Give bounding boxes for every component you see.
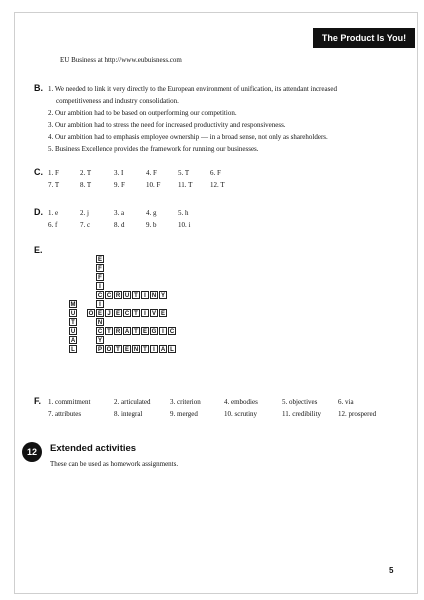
section-c-answer: 1. F [48,169,59,177]
section-f-answer: 10. scrutiny [224,410,258,418]
section-b-item-3: 3. Our ambition had to stress the need for increased productivity and responsiveness. [48,121,286,129]
section-d-answer: 10. i [178,221,191,229]
section-c-answer: 8. T [80,181,92,189]
crossword-cell: R [115,329,121,335]
section-f-answer: 4. embodies [224,398,258,406]
section-d-label: D. [34,207,43,217]
crossword-cell: Y [97,338,102,344]
crossword-cell: R [115,293,121,299]
section-b-item-1: 1. We needed to link it very directly to the European environment of unification, its attendant increased [48,85,337,93]
section-c-label: C. [34,167,43,177]
section-f-answer: 3. criterion [170,398,201,406]
section-c-answer: 7. T [48,181,60,189]
section-f-answer: 5. objectives [282,398,318,406]
crossword-cell: E [124,347,129,353]
crossword-cell: J [105,309,113,317]
source-line: EU Business at http://www.eubuisness.com [60,56,182,64]
crossword-cell: T [132,309,140,317]
section-d-answer: 9. b [146,221,157,229]
section-c-answer: 11. T [178,181,193,189]
extended-activities-heading: Extended activities [50,443,137,454]
crossword-cell: C [106,293,112,299]
section-f-answer: 9. merged [170,410,198,418]
section-number-badge: 12 [22,442,42,462]
section-b-item-2: 2. Our ambition had to be based on outperforming our competition. [48,109,237,117]
crossword-cell: M [70,302,76,308]
crossword-cell: I [150,345,158,353]
crossword-cell: U [70,329,76,335]
section-c-answer: 10. F [146,181,161,189]
section-c-answer: 2. T [80,169,92,177]
crossword-cell: E [115,311,120,317]
crossword-cell: L [69,345,77,353]
crossword-cell: I [159,327,167,335]
crossword-cell: F [96,273,104,281]
section-f-answer: 6. via [338,398,354,406]
section-f-label: F. [34,396,42,406]
section-d-answer: 8. d [114,221,125,229]
section-b-label: B. [34,83,43,93]
crossword-cell: I [141,309,149,317]
crossword-cell: T [69,318,77,326]
section-c-answer: 4. F [146,169,157,177]
section-d-answer: 7. c [80,221,91,229]
section-f-answer: 2. articulated [114,398,151,406]
crossword-cell: T [132,327,140,335]
section-f-answer: 11. credibility [282,410,322,418]
crossword-cell: T [105,327,113,335]
section-e-label: E. [34,245,43,255]
section-d-answer: 2. j [80,209,89,217]
section-c-answer: 3. I [114,169,124,177]
crossword-cell: A [160,347,166,353]
section-b-item-1-cont: competitiveness and industry consolidation. [56,97,179,105]
crossword-cell: C [124,311,130,317]
crossword-cell: I [96,282,104,290]
crossword-cell: O [106,347,112,353]
crossword-cell: O [88,311,94,317]
section-c-answer: 5. T [178,169,190,177]
crossword-cell: V [151,311,156,317]
crossword-cell: E [97,311,102,317]
crossword-cell: U [124,293,130,299]
crossword-cell: N [151,293,157,299]
crossword-cell: C [97,329,103,335]
chapter-title-tab: The Product Is You! [313,28,415,48]
crossword-cell: G [151,329,157,335]
section-c-answer: 9. F [114,181,125,189]
crossword-cell: A [124,329,130,335]
section-d-answer: 5. h [178,209,189,217]
crossword-cell: U [70,311,76,317]
section-b-item-4: 4. Our ambition had to emphasis employee ownership — in a broad sense, not only as shareholders. [48,133,328,141]
section-b-item-5: 5. Business Excellence provides the framework for running our businesses. [48,145,259,153]
crossword-cell: A [70,338,76,344]
crossword-cell: E [97,257,102,263]
crossword-cell: F [96,264,104,272]
crossword-cell: L [168,345,176,353]
section-f-answer: 12. prospered [338,410,377,418]
section-c-answer: 12. T [210,181,225,189]
crossword-cell: T [141,345,149,353]
crossword-cell: Y [160,293,165,299]
crossword-cell: E [142,329,147,335]
crossword-cell: C [97,293,103,299]
crossword-cell: C [169,329,175,335]
section-f-answer: 7. attributes [48,410,82,418]
crossword-cell: I [96,300,104,308]
section-d-answer: 6. f [48,221,58,229]
section-c-answer: 6. F [210,169,221,177]
section-d-answer: 3. a [114,209,125,217]
crossword-cell: I [141,291,149,299]
section-f-answer: 1. commitment [48,398,91,406]
crossword-cell: T [114,345,122,353]
crossword-cell: T [132,291,140,299]
extended-activities-note: These can be used as homework assignments. [50,460,179,468]
crossword-cell: P [97,347,102,353]
crossword-cell: N [97,320,103,326]
section-f-answer: 8. integral [114,410,143,418]
section-d-answer: 4. g [146,209,157,217]
page-number: 5 [389,566,394,575]
crossword-cell: N [133,347,139,353]
crossword-cell: E [160,311,165,317]
section-d-answer: 1. e [48,209,59,217]
